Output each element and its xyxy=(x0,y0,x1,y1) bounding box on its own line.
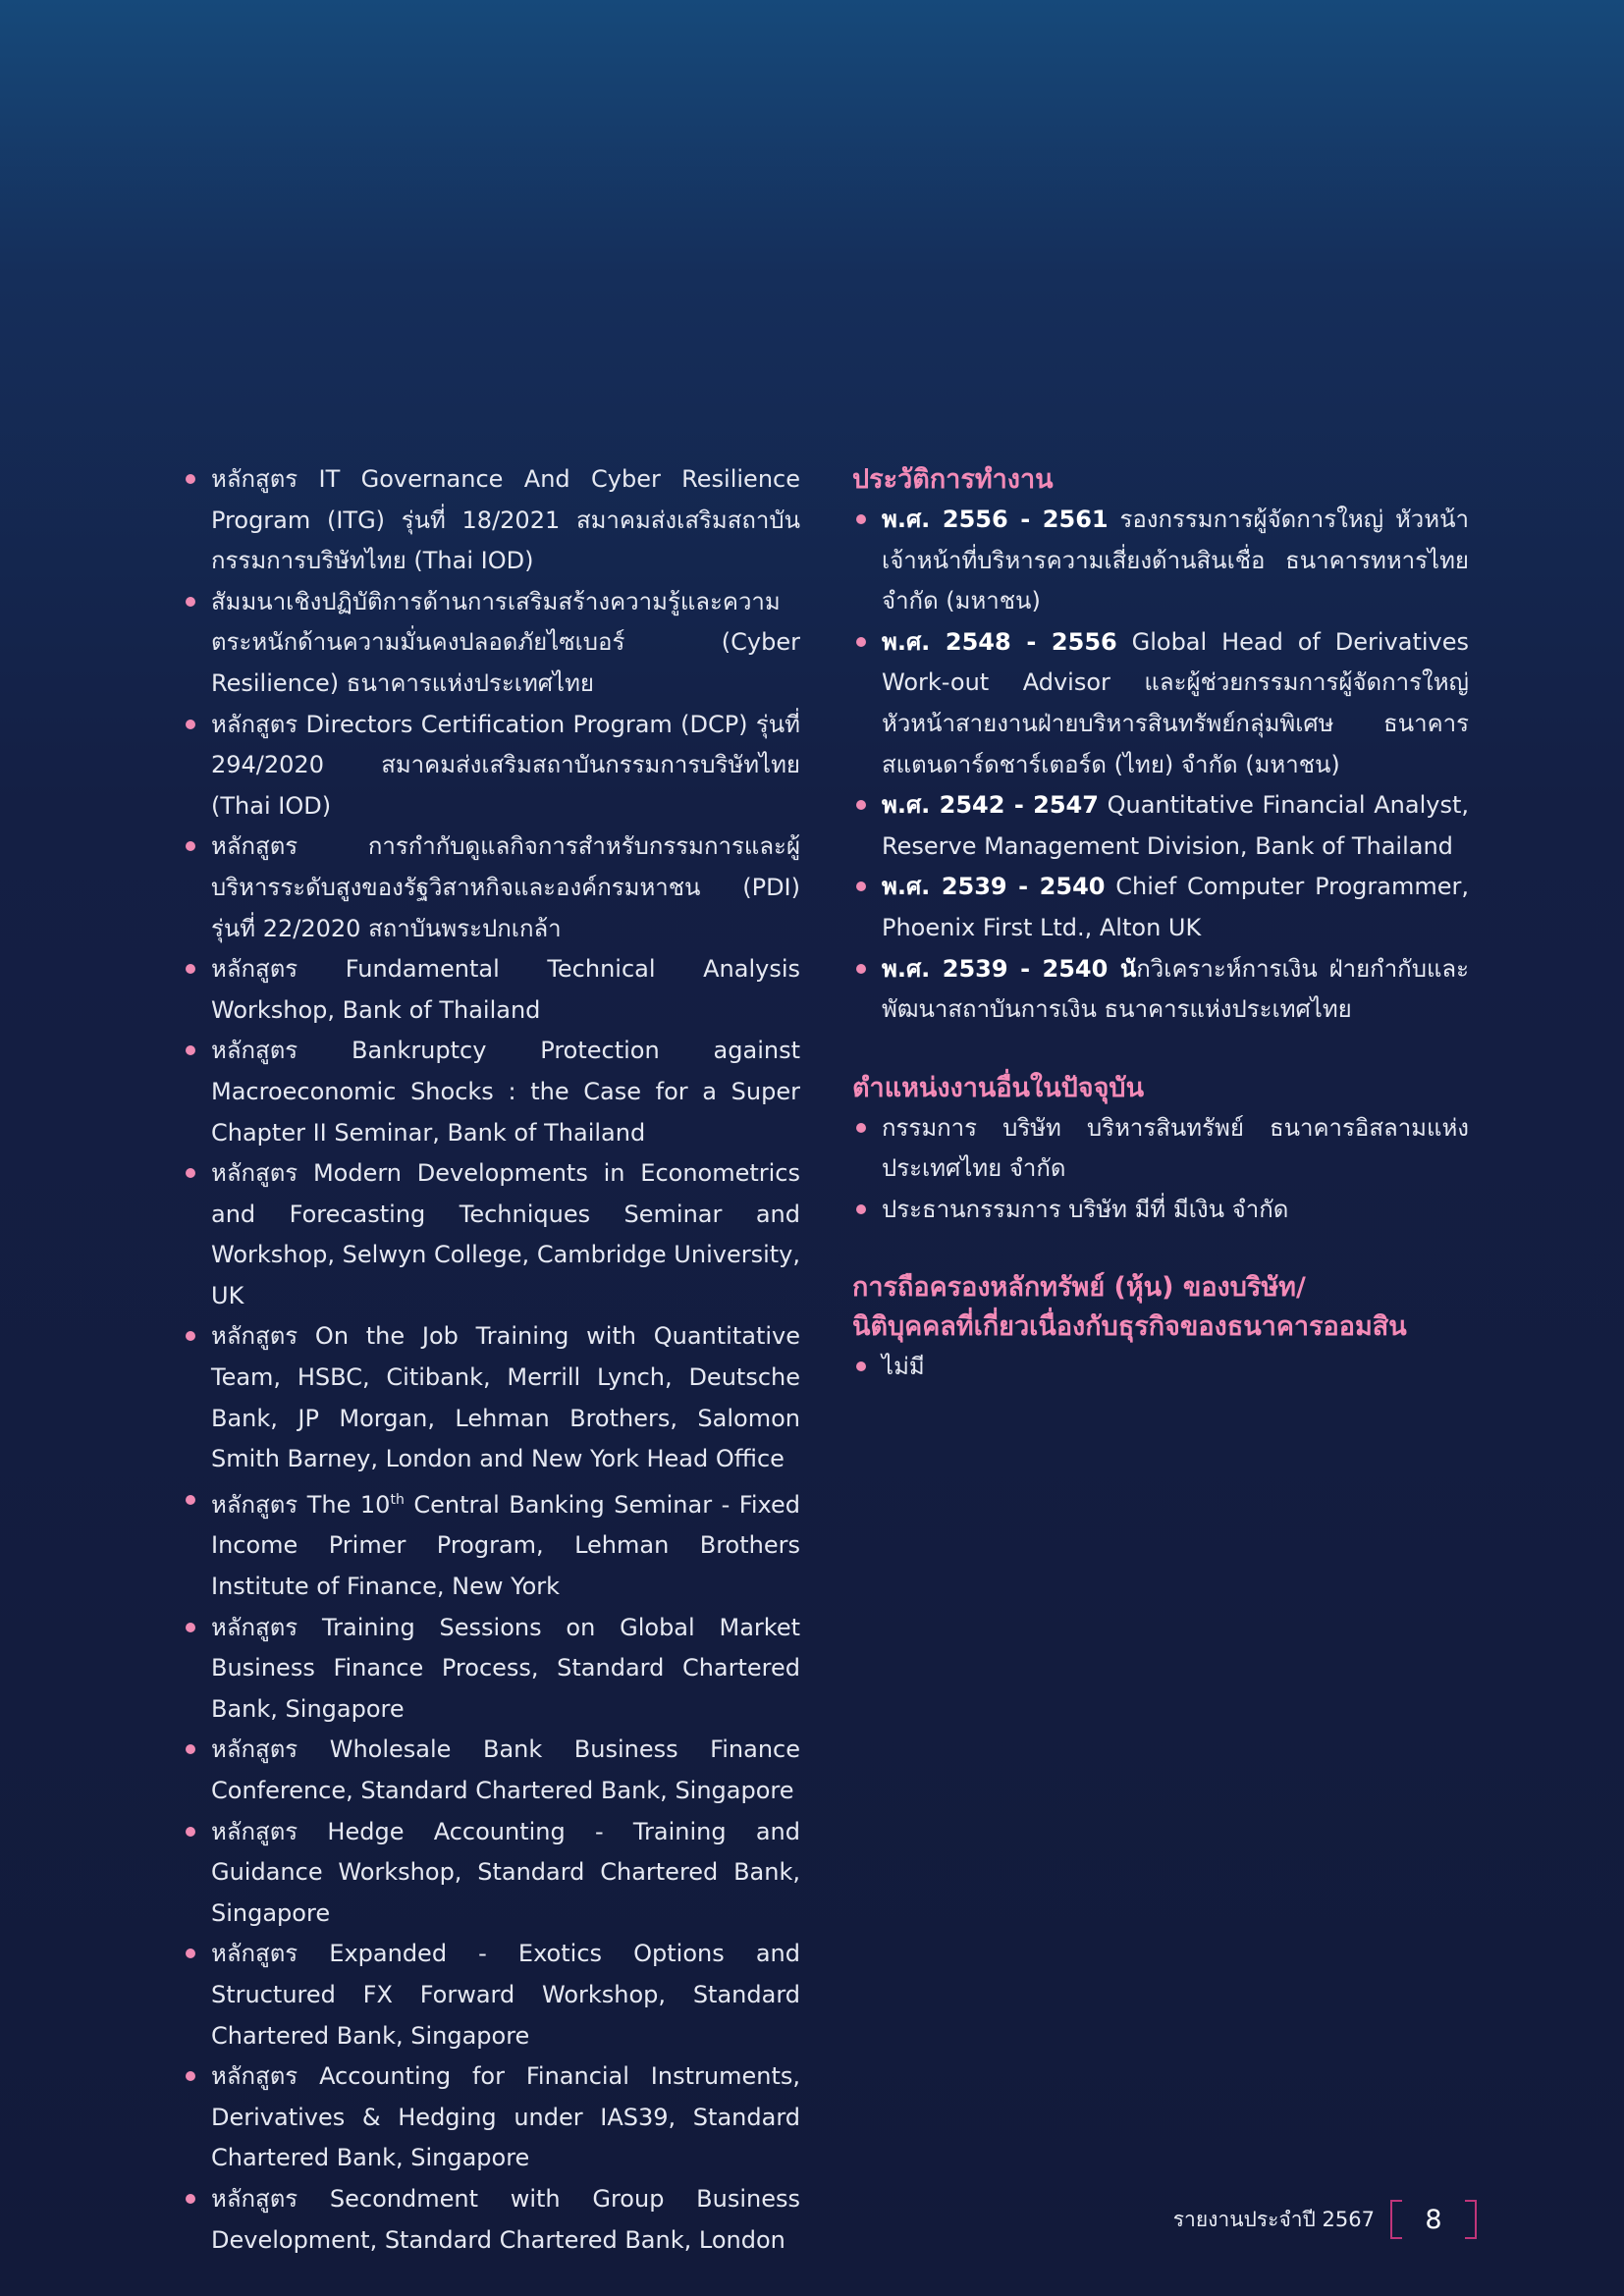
work-history-section xyxy=(852,459,1469,1031)
position-item: ประธานกรรมการ บริษัท มีที่ มีเงิน จำกัด xyxy=(852,1190,1469,1231)
shareholding-heading xyxy=(852,1268,1469,1347)
shareholding-item: ไม่มี xyxy=(852,1347,1469,1388)
training-item: หลักสูตร Wholesale Bank Business Finance Conference, Standard Chartered Bank, Singapore xyxy=(182,1730,800,1811)
shareholding-list xyxy=(852,1347,1469,1388)
training-item: หลักสูตร Hedge Accounting - Training and Guidance Workshop, Standard Chartered Bank, Singapore xyxy=(182,1812,800,1935)
training-item: หลักสูตร IT Governance And Cyber Resilience Program (ITG) รุ่นที่ 18/2021 สมาคมส่งเสริมสถาบันกรรมการบริษัทไทย (Thai IOD) xyxy=(182,459,800,582)
work-description: Chief Computer Programmer, Phoenix First Ltd., Alton UK xyxy=(882,873,1469,941)
training-item: หลักสูตร Accounting for Financial Instruments, Derivatives & Hedging under IAS39, Standard Chartered Bank, Singapore xyxy=(182,2056,800,2179)
work-period: พ.ศ. 2542 - 2547 xyxy=(882,791,1099,820)
work-history-item xyxy=(852,500,1469,622)
shareholding-section xyxy=(852,1268,1469,1388)
training-item: หลักสูตร การกำกับดูแลกิจการสำหรับกรรมการและผู้บริหารระดับสูงของรัฐวิสาหกิจและองค์กรมหาชน (PDI) รุ่นที่ 22/2020 สถาบันพระปกเกล้า xyxy=(182,827,800,949)
page-number: 8 xyxy=(1425,2204,1442,2235)
work-history-item xyxy=(852,622,1469,785)
training-item: หลักสูตร On the Job Training with Quantitative Team, HSBC, Citibank, Merrill Lynch, Deutsche Bank, JP Morgan, Lehman Brothers, Salomon Smith Barney, London and New York Head Office xyxy=(182,1316,800,1479)
training-item: หลักสูตร Fundamental Technical Analysis Workshop, Bank of Thailand xyxy=(182,949,800,1031)
training-item: หลักสูตร Training Sessions on Global Market Business Finance Process, Standard Chartered Bank, Singapore xyxy=(182,1608,800,1731)
work-history-item xyxy=(852,785,1469,867)
report-title: รายงานประจำปี 2567 xyxy=(1172,2207,1375,2231)
other-positions-list xyxy=(852,1108,1469,1231)
work-history-item xyxy=(852,949,1469,1031)
training-item: หลักสูตร Bankruptcy Protection against Macroeconomic Shocks : the Case for a Super Chapter II Seminar, Bank of Thailand xyxy=(182,1031,800,1153)
central-banking-prefix: หลักสูตร The 10 xyxy=(211,1490,391,1519)
training-item: หลักสูตร Modern Developments in Econometrics and Forecasting Techniques Seminar and Workshop, Selwyn College, Cambridge University, UK xyxy=(182,1153,800,1316)
work-period: พ.ศ. 2556 - 2561 xyxy=(882,506,1109,533)
other-positions-heading: ตำแหน่งงานอื่นในปัจจุบัน xyxy=(852,1072,1145,1103)
work-history-item xyxy=(852,867,1469,948)
work-description: Global Head of Derivatives Work-out Advisor และผู้ช่วยกรรมการผู้จัดการใหญ่ หัวหน้าสายงานฝ่ายบริหารสินทรัพย์กลุ่มพิเศษ ธนาคารสแตนดาร์ดชาร์เตอร์ด (ไทย) จำกัด (มหาชน) xyxy=(882,627,1469,778)
work-description: รองกรรมการผู้จัดการใหญ่ หัวหน้าเจ้าหน้าที่บริหารความเสี่ยงด้านสินเชื่อ ธนาคารทหารไทย จำกัด (มหาชน) xyxy=(882,506,1469,615)
work-history-heading: ประวัติการทำงาน xyxy=(852,464,1054,495)
work-history-list xyxy=(852,500,1469,1031)
training-list xyxy=(182,459,800,2261)
work-period: พ.ศ. 2539 - 2540 xyxy=(882,873,1106,901)
left-bracket-icon xyxy=(1390,2200,1402,2239)
work-description: กวิเคราะห์การเงิน ฝ่ายกำกับและพัฒนาสถาบันการเงิน ธนาคารแห่งประเทศไทย xyxy=(882,954,1470,1024)
profile-column xyxy=(852,459,1469,1424)
training-column xyxy=(182,459,800,2261)
position-item: กรรมการ บริษัท บริหารสินทรัพย์ ธนาคารอิสลามแห่งประเทศไทย จำกัด xyxy=(852,1108,1469,1190)
work-description: Quantitative Financial Analyst, Reserve Management Division, Bank of Thailand xyxy=(882,791,1469,860)
training-item: หลักสูตร Expanded - Exotics Options and Structured FX Forward Workshop, Standard Chartered Bank, Singapore xyxy=(182,1934,800,2056)
training-item-central-banking xyxy=(182,1480,800,1608)
other-positions-section xyxy=(852,1068,1469,1231)
training-item: หลักสูตร Secondment with Group Business Development, Standard Chartered Bank, London xyxy=(182,2179,800,2261)
training-item: สัมมนาเชิงปฏิบัติการด้านการเสริมสร้างความรู้และความตระหนักด้านความมั่นคงปลอดภัยไซเบอร์ (Cyber Resilience) ธนาคารแห่งประเทศไทย xyxy=(182,582,800,705)
page-number-box xyxy=(1390,2200,1477,2239)
work-period: พ.ศ. 2548 - 2556 xyxy=(882,627,1117,656)
central-banking-sup: th xyxy=(390,1491,405,1508)
shareholding-heading-line1: การถือครองหลักทรัพย์ (หุ้น) ของบริษัท/ xyxy=(852,1271,1306,1303)
page-footer xyxy=(1173,2199,1477,2240)
shareholding-heading-line2: นิติบุคคลที่เกี่ยวเนื่องกับธุรกิจของธนาคารออมสิน xyxy=(852,1310,1407,1342)
work-period: พ.ศ. 2539 - 2540 นั xyxy=(882,954,1137,983)
central-banking-suffix: Central Banking Seminar - Fixed Income Primer Program, Lehman Brothers Institute of Finance, New York xyxy=(211,1490,801,1601)
training-item: หลักสูตร Directors Certification Program (DCP) รุ่นที่ 294/2020 สมาคมส่งเสริมสถาบันกรรมการบริษัทไทย (Thai IOD) xyxy=(182,705,800,828)
right-bracket-icon xyxy=(1465,2200,1477,2239)
